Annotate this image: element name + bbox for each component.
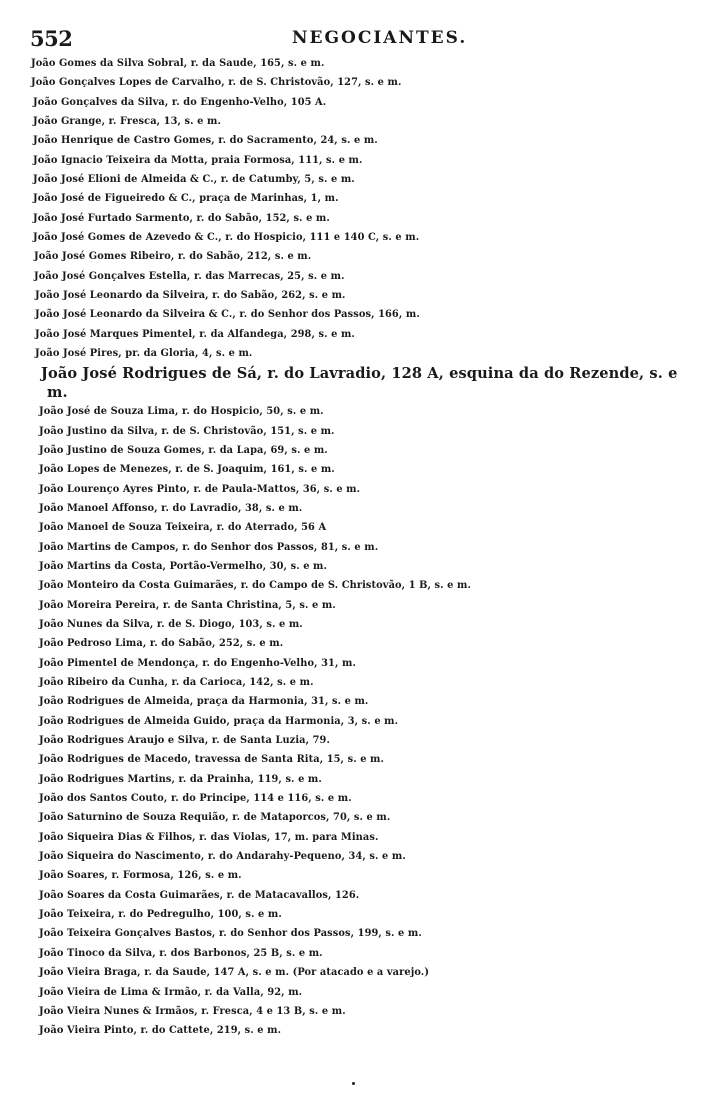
list-item: João Gonçalves da Silva, r. do Engenho-Velho, 105 A. bbox=[33, 96, 327, 108]
list-item: João Rodrigues de Macedo, travessa de Santa Rita, 15, s. e m. bbox=[39, 754, 385, 766]
list-item: João Henrique de Castro Gomes, r. do Sacramento, 24, s. e m. bbox=[33, 135, 378, 147]
list-item: João Justino de Souza Gomes, r. da Lapa, 69, s. e m. bbox=[39, 444, 328, 456]
list-item: João José Marques Pimentel, r. da Alfandega, 298, s. e m. bbox=[35, 328, 355, 340]
list-item: João Soares da Costa Guimarães, r. de Matacavallos, 126. bbox=[39, 889, 360, 901]
list-item: João Vieira Braga, r. da Saude, 147 A, s. e m. (Por atacado e a varejo.) bbox=[39, 967, 430, 979]
list-item: João José Leonardo da Silveira & C., r. do Senhor dos Passos, 166, m. bbox=[35, 309, 420, 321]
list-item: João José Gonçalves Estella, r. das Marrecas, 25, s. e m. bbox=[34, 270, 345, 282]
list-item: João Ignacio Teixeira da Motta, praia Formosa, 111, s. e m. bbox=[33, 154, 363, 166]
list-item: João Siqueira Dias & Filhos, r. das Violas, 17, m. para Minas. bbox=[39, 831, 379, 843]
list-item: João Martins da Costa, Portão-Vermelho, 30, s. e m. bbox=[39, 560, 328, 572]
list-item: João Monteiro da Costa Guimarães, r. do Campo de S. Christovão, 1 B, s. e m. bbox=[39, 580, 471, 592]
page-number: 552 bbox=[30, 26, 73, 51]
list-item: João Lourenço Ayres Pinto, r. de Paula-Mattos, 36, s. e m. bbox=[39, 483, 361, 495]
list-item: João José Leonardo da Silveira, r. do Sabão, 262, s. e m. bbox=[35, 290, 346, 302]
list-item: João José Gomes de Azevedo & C., r. do Hospicio, 111 e 140 C, s. e m. bbox=[33, 232, 420, 244]
list-item: João Pimentel de Mendonça, r. do Engenho-Velho, 31, m. bbox=[39, 657, 356, 669]
list-item: João Gomes da Silva Sobral, r. da Saude, 165, s. e m. bbox=[31, 58, 325, 69]
list-item: João Soares, r. Formosa, 126, s. e m. bbox=[39, 870, 242, 882]
list-item: João Manoel Affonso, r. do Lavradio, 38, s. e m. bbox=[39, 502, 303, 514]
list-item: João Gonçalves Lopes de Carvalho, r. de S. Christovão, 127, s. e m. bbox=[31, 77, 402, 89]
list-item: João Pedroso Lima, r. do Sabão, 252, s. e m. bbox=[39, 638, 284, 650]
list-item: João José de Figueiredo & C., praça de Marinhas, 1, m. bbox=[33, 193, 339, 205]
list-item: João José Pires, pr. da Gloria, 4, s. e m. bbox=[35, 348, 253, 360]
list-item: João Nunes da Silva, r. de S. Diogo, 103, s. e m. bbox=[39, 618, 303, 630]
running-head: NEGOCIANTES. bbox=[292, 28, 468, 48]
page-header bbox=[30, 26, 680, 51]
list-item: João Lopes de Menezes, r. de S. Joaquim, 161, s. e m. bbox=[39, 464, 335, 476]
list-item: João Rodrigues Martins, r. da Prainha, 119, s. e m. bbox=[39, 773, 322, 785]
list-item: João Teixeira Gonçalves Bastos, r. do Senhor dos Passos, 199, s. e m. bbox=[39, 928, 422, 940]
list-item: João José Rodrigues de Sá, r. do Lavradio, 128 A, esquina da do Rezende, s. e m. bbox=[41, 364, 678, 401]
list-item: João Rodrigues de Almeida, praça da Harmonia, 31, s. e m. bbox=[39, 696, 369, 708]
list-item: João José Furtado Sarmento, r. do Sabão, 152, s. e m. bbox=[33, 212, 330, 224]
list-item: João José Elioni de Almeida & C., r. de Catumby, 5, s. e m. bbox=[33, 174, 355, 186]
list-item: João José Gomes Ribeiro, r. do Sabão, 212, s. e m. bbox=[34, 251, 312, 263]
list-item: João Manoel de Souza Teixeira, r. do Aterrado, 56 A bbox=[39, 522, 327, 534]
list-item: João Saturnino de Souza Requião, r. de Mataporcos, 70, s. e m. bbox=[39, 812, 391, 824]
list-item: João dos Santos Couto, r. do Principe, 114 e 116, s. e m. bbox=[39, 793, 352, 805]
list-item: João Justino da Silva, r. de S. Christovão, 151, s. e m. bbox=[39, 425, 335, 437]
merchant-list bbox=[0, 54, 714, 1041]
list-item: João Tinoco da Silva, r. dos Barbonos, 25 B, s. e m. bbox=[39, 947, 323, 959]
list-item: João Moreira Pereira, r. de Santa Christina, 5, s. e m. bbox=[39, 599, 336, 611]
list-item: João Rodrigues Araujo e Silva, r. de Santa Luzia, 79. bbox=[39, 735, 330, 747]
list-item: João Rodrigues de Almeida Guido, praça da Harmonia, 3, s. e m. bbox=[39, 715, 399, 727]
list-item: João Vieira Nunes & Irmãos, r. Fresca, 4 e 13 B, s. e m. bbox=[39, 1005, 346, 1017]
list-item: João Vieira Pinto, r. do Cattete, 219, s. e m. bbox=[39, 1025, 282, 1037]
list-item: João Teixeira, r. do Pedregulho, 100, s. e m. bbox=[39, 909, 282, 921]
ink-dot bbox=[352, 1082, 355, 1085]
list-item: João Grange, r. Fresca, 13, s. e m. bbox=[33, 116, 221, 128]
list-item: João José de Souza Lima, r. do Hospicio, 50, s. e m. bbox=[39, 406, 324, 418]
list-item: João Vieira de Lima & Irmão, r. da Valla, 92, m. bbox=[39, 986, 303, 998]
list-item: João Ribeiro da Cunha, r. da Carioca, 142, s. e m. bbox=[39, 677, 314, 688]
list-item: João Martins de Campos, r. do Senhor dos Passos, 81, s. e m. bbox=[39, 541, 379, 553]
list-item: João Siqueira do Nascimento, r. do Andarahy-Pequeno, 34, s. e m. bbox=[39, 851, 406, 863]
